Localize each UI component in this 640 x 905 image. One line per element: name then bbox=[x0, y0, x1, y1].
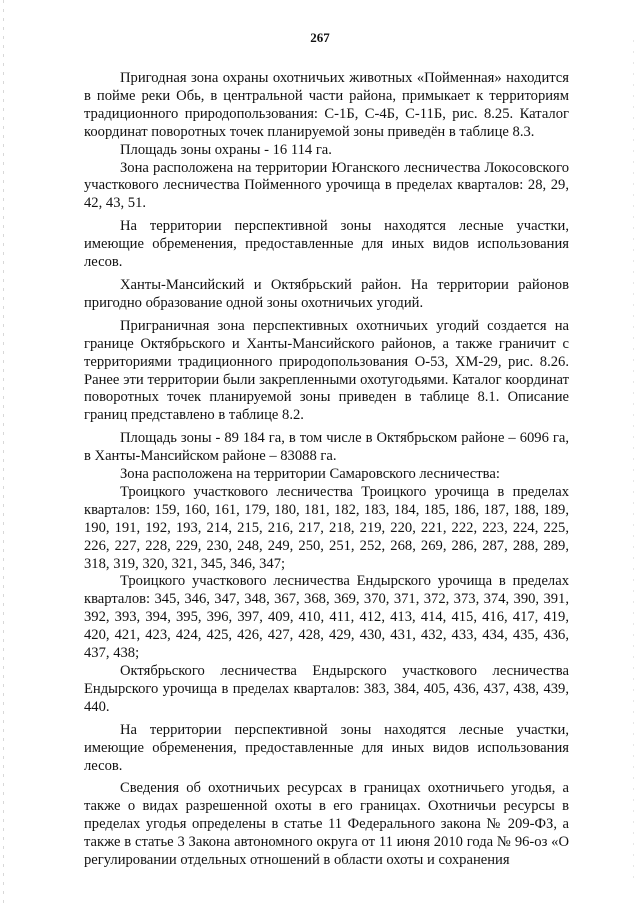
paragraph-pojmennaya-zone: Пригодная зона охраны охотничьих животных «Пойменная» находится в пойме реки Обь, в центральной части района, примыкает к территориям традиционного природопользования: С-1Б, С-4Б, С-11Б, рис. 8.25. Каталог координат поворотных точек планируемой зоны приведён в таблице 8.3. bbox=[84, 70, 569, 140]
paragraph-forest-plots-1: На территории перспективной зоны находятся лесные участки, имеющие обременения, предоставленные для иных видов использования лесов. bbox=[84, 218, 569, 271]
page-number: 267 bbox=[310, 30, 330, 45]
paragraph-samarovo-forestry: Зона расположена на территории Самаровского лесничества: bbox=[120, 466, 500, 483]
scan-edge-right bbox=[633, 40, 634, 885]
paragraph-area-border-zone: Площадь зоны - 89 184 га, в том числе в Октябрьском районе – 6096 га, в Ханты-Мансийском районе – 83088 га. bbox=[84, 430, 569, 465]
paragraph-location-pojmennaya: Зона расположена на территории Юганского лесничества Локосовского участкового лесничества Пойменного урочища в пределах кварталов: 28, 29, 42, 43, 51. bbox=[84, 159, 569, 212]
paragraph-troitsk-troitsk: Троицкого участкового лесничества Троицкого урочища в пределах кварталов: 159, 160, 161, 179, 180, 181, 182, 183, 184, 185, 186, 187, 188, 189, 190, 191, 192, 193, 214, 215, 216, 217, 218, 219, 220, 221, 222, 223, 224, 225, 226, 227, 228, 229, 230, 248, 249, 250, 251, 252, 268, 269, 286, 287, 288, 289, 318, 319, 320, 321, 345, 346, 347; bbox=[84, 483, 569, 572]
body-text bbox=[84, 70, 569, 870]
paragraph-area-pojmennaya: Площадь зоны охраны - 16 114 га. bbox=[120, 141, 332, 158]
paragraph-troitsk-endyr: Троицкого участкового лесничества Ендырского урочища в пределах кварталов: 345, 346, 347, 348, 367, 368, 369, 370, 371, 372, 373, 374, 390, 391, 392, 393, 394, 395, 396, 397, 409, 410, 411, 412, 413, 414, 415, 416, 417, 419, 420, 421, 423, 424, 425, 426, 427, 428, 429, 430, 431, 432, 433, 434, 435, 436, 437, 438; bbox=[84, 573, 569, 662]
scan-edge-left bbox=[3, 0, 4, 905]
paragraph-forest-plots-2: На территории перспективной зоны находятся лесные участки, имеющие обременения, предоставленные для иных видов использования лесов. bbox=[84, 721, 569, 774]
paragraph-districts: Ханты-Мансийский и Октябрьский район. На территории районов пригодно образование одной зоны охотничьих угодий. bbox=[84, 276, 569, 311]
paragraph-border-zone: Приграничная зона перспективных охотничьих угодий создается на границе Октябрьского и Ханты-Мансийского районов, а также граничит с территориями традиционного природопользования О-53, ХМ-29, рис. 8.26. Ранее эти территории были закрепленными охотугодьями. Каталог координат поворотных точек планируемой зоны приведен в таблице 8.1. Описание границ представлено в таблице 8.2. bbox=[84, 317, 569, 424]
paragraph-hunting-resources: Сведения об охотничьих ресурсах в границах охотничьего угодья, а также о видах разрешенной охоты в его границах. Охотничьи ресурсы в пределах угодья определены в статье 11 Федерального закона № 209-ФЗ, а также в статье 3 Закона автономного округа от 11 июня 2010 года № 96-оз «О регулировании отдельных отношений в области охоты и сохранения bbox=[84, 780, 569, 869]
paragraph-oktyabrsk-endyr: Октябрьского лесничества Ендырского участкового лесничества Ендырского урочища в пределах кварталов: 383, 384, 405, 436, 437, 438, 439, 440. bbox=[84, 663, 569, 715]
